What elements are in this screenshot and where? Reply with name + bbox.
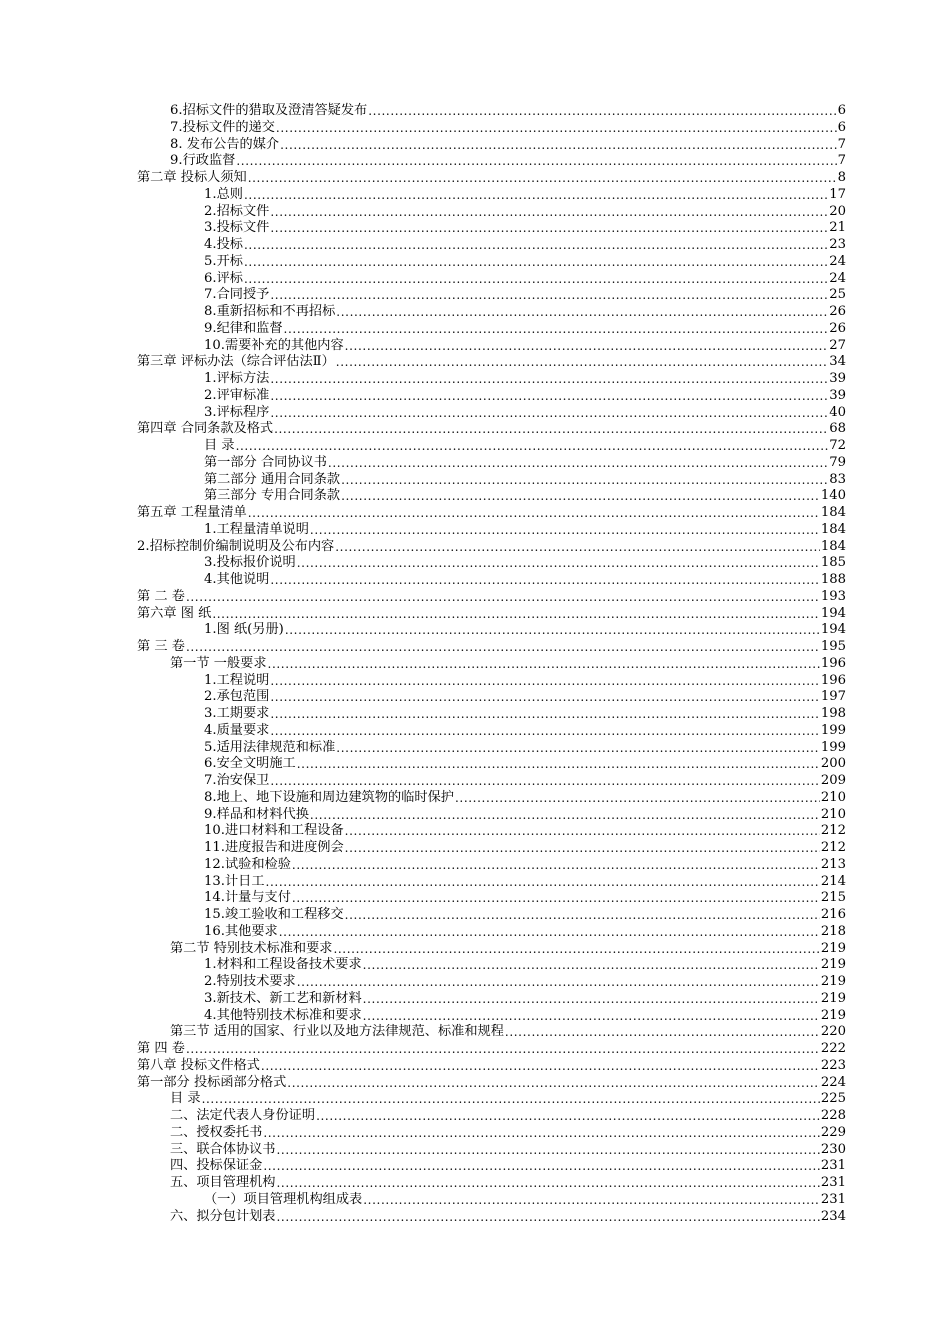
toc-entry[interactable] [204, 689, 846, 706]
toc-entry-title: 1.材料和工程设备技术要求 [204, 957, 362, 973]
toc-entry-page-number: 193 [820, 588, 846, 604]
toc-entry[interactable] [170, 153, 846, 170]
toc-entry-page-number: 209 [820, 773, 846, 788]
toc-entry-page-number: 229 [820, 1124, 846, 1140]
toc-dot-leader [244, 187, 828, 204]
toc-dot-leader [186, 1041, 820, 1058]
toc-entry-page-number: 23 [829, 237, 846, 252]
toc-entry-page-number: 185 [820, 555, 846, 571]
toc-entry-title: 7.投标文件的递交 [170, 119, 275, 135]
toc-entry[interactable] [170, 1125, 846, 1142]
toc-dot-leader [341, 472, 828, 489]
toc-entry-title: 7.治安保卫 [204, 773, 270, 788]
toc-entry[interactable] [204, 1008, 846, 1025]
toc-entry-page-number: 34 [829, 354, 846, 370]
toc-entry-title: 1.工程量清单说明 [204, 521, 309, 537]
toc-entry[interactable] [204, 773, 846, 790]
toc-dot-leader [270, 572, 819, 589]
toc-entry-page-number: 231 [820, 1191, 846, 1207]
toc-dot-leader [248, 505, 820, 522]
toc-entry-page-number: 215 [820, 890, 846, 906]
toc-dot-leader [368, 103, 836, 120]
toc-entry[interactable] [204, 740, 846, 757]
toc-entry-page-number: 222 [820, 1041, 846, 1056]
toc-entry[interactable] [204, 807, 846, 824]
toc-dot-leader [244, 237, 828, 254]
toc-entry[interactable] [137, 505, 846, 522]
toc-entry-page-number: 25 [829, 287, 846, 303]
toc-entry-title: 9.行政监督 [170, 153, 236, 169]
toc-dot-leader [261, 1058, 820, 1075]
toc-entry-page-number: 26 [829, 304, 846, 319]
toc-entry-page-number: 184 [820, 538, 846, 554]
toc-entry-title: 1.工程说明 [204, 672, 270, 688]
toc-entry-title: 9.样品和材料代换 [204, 806, 309, 822]
toc-dot-leader [270, 371, 828, 388]
toc-dot-leader [212, 606, 820, 623]
toc-entry-page-number: 198 [820, 706, 846, 721]
toc-dot-leader [277, 1175, 820, 1192]
toc-entry[interactable] [204, 254, 846, 271]
toc-dot-leader [505, 1024, 820, 1041]
toc-entry-page-number: 219 [820, 990, 846, 1006]
toc-entry[interactable] [204, 890, 846, 907]
toc-entry-page-number: 219 [820, 940, 846, 956]
toc-dot-leader [363, 1008, 820, 1025]
toc-dot-leader [341, 488, 820, 505]
toc-entry[interactable] [204, 957, 846, 974]
toc-entry-page-number: 24 [829, 270, 846, 286]
toc-entry[interactable] [204, 974, 846, 991]
toc-entry-title: 第二节 特别技术标准和要求 [170, 940, 333, 956]
toc-entry-page-number: 212 [820, 823, 846, 839]
toc-entry-page-number: 219 [820, 974, 846, 989]
toc-entry[interactable] [204, 220, 846, 237]
toc-entry[interactable] [204, 673, 846, 690]
toc-entry[interactable] [204, 438, 846, 455]
toc-entry[interactable] [204, 991, 846, 1008]
toc-dot-leader [270, 706, 819, 723]
toc-entry[interactable] [170, 1175, 846, 1192]
toc-entry-page-number: 195 [820, 639, 846, 654]
toc-entry[interactable] [170, 1108, 846, 1125]
toc-entry-title: 三、联合体协议书 [170, 1141, 276, 1157]
toc-entry-title: 5.适用法律规范和标准 [204, 739, 336, 755]
toc-entry-title: 目 录 [170, 1091, 201, 1107]
table-of-contents [0, 103, 950, 1225]
toc-entry-page-number: 210 [820, 789, 846, 805]
toc-entry-page-number: 214 [820, 873, 846, 889]
toc-entry-page-number: 200 [820, 756, 846, 772]
toc-entry-page-number: 219 [820, 957, 846, 973]
toc-entry[interactable] [137, 354, 846, 371]
toc-entry-title: 第二部分 通用合同条款 [204, 471, 341, 487]
toc-dot-leader [287, 1075, 820, 1092]
toc-entry-title: 4.质量要求 [204, 722, 270, 738]
toc-entry-title: 3.工期要求 [204, 706, 270, 721]
toc-entry[interactable] [137, 1041, 846, 1058]
toc-dot-leader [292, 890, 820, 907]
toc-dot-leader [345, 907, 820, 924]
toc-entry[interactable] [170, 1158, 846, 1175]
toc-dot-leader [285, 622, 820, 639]
toc-dot-leader [292, 857, 820, 874]
toc-entry-title: 第一部分 合同协议书 [204, 454, 327, 470]
toc-entry-page-number: 24 [829, 253, 846, 269]
toc-dot-leader [270, 204, 828, 221]
toc-dot-leader [328, 455, 828, 472]
toc-entry-title: 3.投标文件 [204, 220, 270, 236]
toc-entry[interactable] [137, 539, 846, 556]
toc-entry-page-number: 21 [829, 220, 846, 236]
toc-entry-page-number: 218 [820, 923, 846, 939]
toc-entry-page-number: 220 [820, 1024, 846, 1040]
toc-entry[interactable] [204, 840, 846, 857]
toc-entry[interactable] [204, 790, 846, 807]
toc-entry-title: 第二章 投标人须知 [137, 170, 247, 185]
toc-entry[interactable] [204, 304, 846, 321]
toc-entry-title: 8.重新招标和不再招标 [204, 304, 336, 319]
toc-entry-page-number: 196 [820, 655, 846, 671]
toc-entry[interactable] [204, 706, 846, 723]
toc-entry-page-number: 26 [829, 320, 846, 336]
toc-dot-leader [274, 421, 828, 438]
toc-entry-page-number: 83 [829, 471, 846, 487]
toc-entry[interactable] [204, 237, 846, 254]
toc-entry-page-number: 212 [820, 840, 846, 855]
toc-entry-title: 2.招标文件 [204, 203, 270, 219]
toc-entry-page-number: 210 [820, 806, 846, 822]
toc-entry-title: 第六章 图 纸 [137, 605, 212, 621]
toc-entry-title: 二、法定代表人身份证明 [170, 1108, 316, 1123]
toc-entry-title: 2.特别技术要求 [204, 974, 296, 989]
toc-entry-title: 14.计量与支付 [204, 890, 291, 906]
toc-entry-title: 1.评标方法 [204, 371, 270, 386]
toc-entry[interactable] [137, 170, 846, 187]
toc-dot-leader [270, 723, 819, 740]
toc-dot-leader [244, 254, 828, 271]
toc-entry-page-number: 223 [820, 1057, 846, 1073]
toc-entry-page-number: 199 [820, 739, 846, 755]
toc-entry-title: 2.招标控制价编制说明及公布内容 [137, 538, 335, 554]
toc-entry-page-number: 197 [820, 689, 846, 705]
toc-dot-leader [270, 388, 828, 405]
toc-entry[interactable] [204, 388, 846, 405]
toc-entry-title: 六、拟分包计划表 [170, 1208, 276, 1224]
toc-dot-leader [363, 1192, 820, 1209]
toc-entry-title: 8.地上、地下设施和周边建筑物的临时保护 [204, 789, 454, 805]
toc-entry-title: 3.新技术、新工艺和新材料 [204, 990, 362, 1006]
toc-dot-leader [270, 220, 828, 237]
toc-entry-page-number: 224 [820, 1074, 846, 1090]
toc-entry-title: 第八章 投标文件格式 [137, 1057, 260, 1073]
toc-entry[interactable] [170, 103, 846, 120]
toc-entry-title: 4.其他特别技术标准和要求 [204, 1007, 362, 1023]
toc-entry-page-number: 40 [829, 404, 846, 420]
toc-entry[interactable] [170, 1142, 846, 1159]
toc-dot-leader [277, 1142, 820, 1159]
toc-entry-title: 4.其他说明 [204, 572, 270, 587]
toc-dot-leader [316, 1108, 820, 1125]
toc-entry[interactable] [170, 120, 846, 137]
toc-entry-page-number: 196 [820, 672, 846, 688]
toc-entry-title: 1.总则 [204, 186, 243, 202]
toc-entry-title: 16.其他要求 [204, 923, 278, 939]
toc-entry[interactable] [204, 187, 846, 204]
toc-entry-title: 6.招标文件的猎取及澄清答疑发布 [170, 103, 368, 118]
toc-entry[interactable] [204, 287, 846, 304]
toc-entry[interactable] [137, 1058, 846, 1075]
toc-entry[interactable] [170, 941, 846, 958]
toc-dot-leader [284, 321, 829, 338]
toc-entry-title: 3.评标程序 [204, 404, 270, 420]
toc-entry-page-number: 6 [837, 103, 846, 118]
toc-entry-page-number: 213 [820, 856, 846, 872]
toc-dot-leader [345, 338, 829, 355]
toc-dot-leader [345, 840, 820, 857]
toc-entry[interactable] [204, 338, 846, 355]
toc-dot-leader [202, 1091, 820, 1108]
toc-dot-leader [270, 673, 819, 690]
toc-entry-title: 四、投标保证金 [170, 1158, 263, 1174]
toc-dot-leader [276, 120, 837, 137]
toc-entry-page-number: 27 [829, 337, 846, 353]
toc-dot-leader [280, 137, 837, 154]
toc-entry-title: 第 二 卷 [137, 588, 185, 604]
toc-entry[interactable] [204, 371, 846, 388]
toc-dot-leader [279, 924, 820, 941]
toc-entry[interactable] [204, 555, 846, 572]
toc-dot-leader [270, 287, 828, 304]
toc-entry-page-number: 199 [820, 722, 846, 738]
toc-entry-title: 1.图 纸(另册) [204, 622, 284, 638]
toc-dot-leader [297, 974, 820, 991]
toc-entry[interactable] [204, 455, 846, 472]
toc-entry-page-number: 230 [820, 1141, 846, 1157]
toc-entry-title: 6.评标 [204, 270, 243, 286]
toc-dot-leader [186, 639, 820, 656]
toc-entry-title: 12.试验和检验 [204, 856, 291, 872]
toc-entry-page-number: 7 [837, 136, 846, 152]
toc-dot-leader [297, 756, 820, 773]
toc-entry-title: 6.安全文明施工 [204, 756, 296, 772]
toc-dot-leader [455, 790, 820, 807]
toc-entry-title: 目 录 [204, 438, 235, 453]
toc-dot-leader [268, 656, 820, 673]
toc-entry-title: 9.纪律和监督 [204, 320, 283, 336]
toc-dot-leader [248, 170, 837, 187]
toc-entry[interactable] [170, 1091, 846, 1108]
toc-entry-page-number: 219 [820, 1007, 846, 1023]
toc-entry[interactable] [204, 874, 846, 891]
toc-entry-page-number: 39 [829, 387, 846, 403]
toc-dot-leader [335, 539, 820, 556]
toc-entry[interactable] [137, 589, 846, 606]
toc-dot-leader [266, 874, 820, 891]
toc-entry-page-number: 231 [820, 1175, 846, 1190]
toc-entry[interactable] [204, 723, 846, 740]
toc-dot-leader [270, 405, 828, 422]
toc-entry-page-number: 8 [837, 170, 846, 185]
toc-entry-page-number: 6 [837, 119, 846, 135]
toc-entry-title: 第 四 卷 [137, 1041, 185, 1056]
toc-entry[interactable] [204, 857, 846, 874]
toc-entry[interactable] [204, 1192, 846, 1209]
toc-entry-title: 第三节 适用的国家、行业以及地方法律规范、标准和规程 [170, 1024, 504, 1040]
toc-entry[interactable] [170, 1024, 846, 1041]
toc-entry-page-number: 39 [829, 371, 846, 386]
toc-entry-title: 13.计日工 [204, 873, 265, 889]
toc-dot-leader [363, 991, 820, 1008]
toc-entry-page-number: 188 [820, 572, 846, 587]
toc-dot-leader [277, 1209, 820, 1226]
toc-entry[interactable] [204, 488, 846, 505]
toc-entry-title: 第三部分 专用合同条款 [204, 488, 341, 504]
toc-entry-page-number: 234 [820, 1208, 846, 1224]
toc-entry[interactable] [204, 907, 846, 924]
toc-entry[interactable] [204, 321, 846, 338]
toc-dot-leader [186, 589, 820, 606]
toc-dot-leader [345, 823, 820, 840]
toc-entry-title: 第一节 一般要求 [170, 655, 267, 671]
toc-entry[interactable] [170, 1209, 846, 1226]
toc-entry-title: 5.开标 [204, 253, 243, 269]
toc-dot-leader [336, 354, 828, 371]
toc-entry[interactable] [204, 622, 846, 639]
toc-entry-title: 第五章 工程量清单 [137, 505, 247, 520]
toc-dot-leader [297, 555, 820, 572]
toc-entry-title: 第三章 评标办法（综合评估法Ⅱ） [137, 354, 335, 370]
toc-entry-title: （一）项目管理机构组成表 [204, 1191, 363, 1207]
toc-entry[interactable] [204, 572, 846, 589]
toc-dot-leader [236, 153, 836, 170]
toc-entry[interactable] [204, 405, 846, 422]
toc-entry-page-number: 17 [829, 186, 846, 202]
toc-entry[interactable] [137, 639, 846, 656]
toc-entry-title: 二、授权委托书 [170, 1124, 263, 1140]
toc-entry-title: 五、项目管理机构 [170, 1175, 276, 1190]
toc-dot-leader [263, 1125, 820, 1142]
toc-entry[interactable] [137, 1075, 846, 1092]
toc-entry-page-number: 184 [820, 521, 846, 537]
toc-entry-page-number: 68 [829, 421, 846, 437]
toc-entry-title: 10.需要补充的其他内容 [204, 337, 344, 353]
toc-entry[interactable] [137, 421, 846, 438]
toc-entry-title: 第一部分 投标函部分格式 [137, 1074, 287, 1090]
toc-dot-leader [270, 773, 819, 790]
toc-dot-leader [336, 304, 828, 321]
toc-entry[interactable] [204, 522, 846, 539]
toc-entry[interactable] [170, 656, 846, 673]
toc-entry[interactable] [204, 756, 846, 773]
toc-dot-leader [310, 807, 820, 824]
toc-entry-page-number: 7 [837, 153, 846, 169]
toc-dot-leader [310, 522, 820, 539]
toc-dot-leader [244, 271, 828, 288]
toc-dot-leader [270, 689, 819, 706]
toc-entry[interactable] [204, 924, 846, 941]
toc-entry-page-number: 72 [829, 438, 846, 453]
toc-entry-title: 第四章 合同条款及格式 [137, 421, 274, 437]
toc-dot-leader [236, 438, 829, 455]
toc-dot-leader [263, 1158, 820, 1175]
toc-dot-leader [333, 941, 819, 958]
toc-entry-page-number: 140 [820, 488, 846, 504]
toc-entry-page-number: 216 [820, 907, 846, 922]
toc-entry-title: 4.投标 [204, 237, 243, 252]
toc-entry-page-number: 79 [829, 454, 846, 470]
toc-entry-page-number: 194 [820, 605, 846, 621]
toc-entry-page-number: 225 [820, 1091, 846, 1107]
toc-entry-page-number: 194 [820, 622, 846, 638]
toc-dot-leader [363, 957, 820, 974]
toc-entry[interactable] [204, 823, 846, 840]
toc-entry-title: 11.进度报告和进度例会 [204, 840, 344, 855]
toc-entry-title: 7.合同授予 [204, 287, 270, 303]
toc-entry-title: 10.进口材料和工程设备 [204, 823, 344, 839]
toc-entry-page-number: 184 [820, 505, 846, 520]
toc-entry[interactable] [170, 137, 846, 154]
toc-entry-page-number: 231 [820, 1158, 846, 1174]
toc-entry-page-number: 228 [820, 1108, 846, 1123]
toc-entry-page-number: 20 [829, 203, 846, 219]
toc-entry[interactable] [204, 271, 846, 288]
toc-dot-leader [336, 740, 820, 757]
toc-entry-title: 2.评审标准 [204, 387, 270, 403]
toc-entry[interactable] [204, 472, 846, 489]
toc-entry[interactable] [204, 204, 846, 221]
toc-entry-title: 15.竣工验收和工程移交 [204, 907, 344, 922]
toc-entry-title: 第 三 卷 [137, 639, 185, 654]
toc-entry[interactable] [137, 606, 846, 623]
toc-entry-title: 2.承包范围 [204, 689, 270, 705]
toc-entry-title: 3.投标报价说明 [204, 555, 296, 571]
toc-entry-title: 8. 发布公告的媒介 [170, 136, 280, 152]
